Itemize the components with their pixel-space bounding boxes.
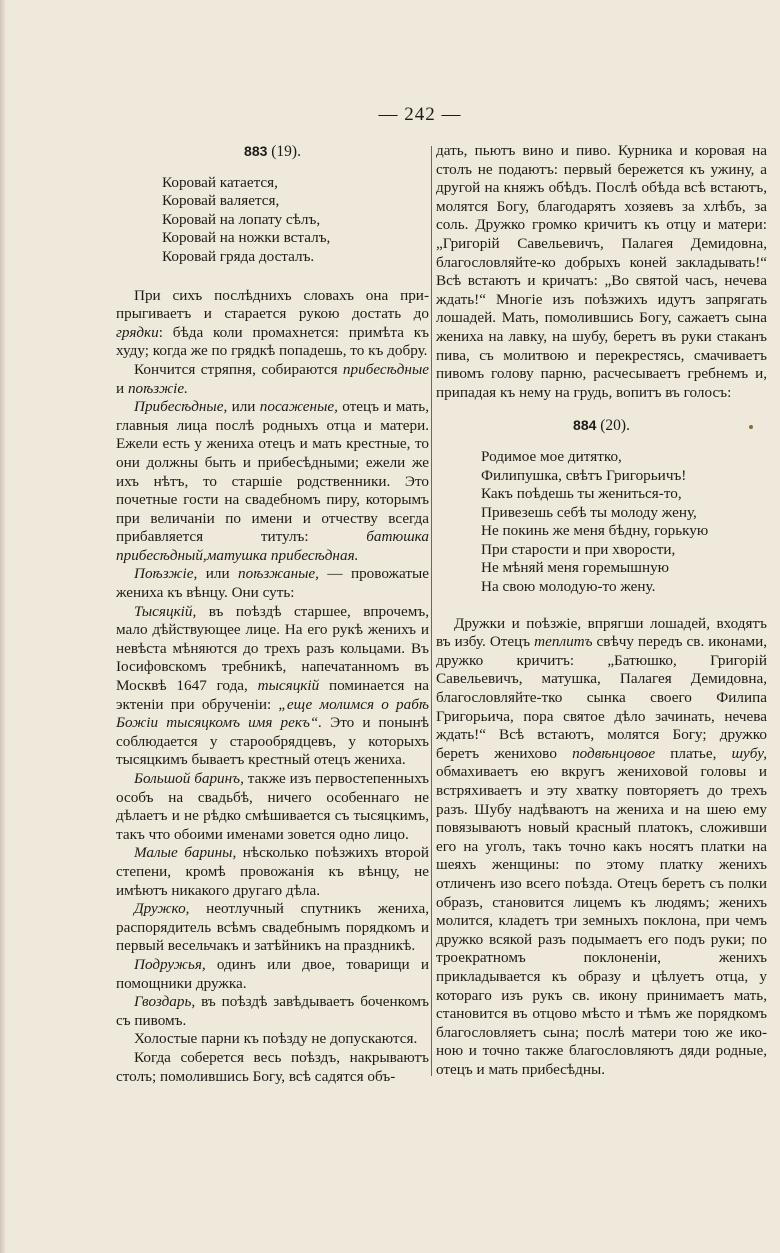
text-italic: Прибесѣдные,	[134, 398, 228, 416]
text: При сихъ послѣднихъ словахъ она припрыгиваетъ и старается рукою достать до	[116, 286, 429, 323]
verse-line: Коровай катается,	[162, 173, 278, 191]
verse-line: При старости и при хворости,	[481, 540, 676, 558]
verse-line: Коровай валяется,	[162, 192, 280, 210]
song-number-sub: (20).	[600, 417, 630, 435]
text-italic: „еще молимся о рабѣ Божіи тысяцкомъ имя рекъ“.	[116, 695, 429, 732]
song-verse-883	[116, 174, 429, 267]
text: обмахиваетъ ею вкругъ жениховой головы и встряхиваетъ и эту хватку повторяетъ до трехъ разъ. Шубу надѣваютъ на жениха и на шею ему повязываютъ новый красный платокъ, сложивши его на уголъ, такъ точно какъ носятъ платки на шеяхъ женщины: по этому платку женихъ отличенъ изо всего поѣзда. Отецъ беретъ съ полки образъ, становится лицемъ къ людямъ; женихъ молится, кладетъ три земныхъ поклона, при чемъ дружко всякой разъ подымаетъ его подъ руки; по троекратномъ поклоненіи, женихъ прикладывается къ образу и цѣлуетъ отца, у котораго изъ рукъ св. икону принимаетъ мать, становится въ отцово мѣсто и тѣмъ же порядкомъ благословляетъ сына; послѣ матери тою же иконою и точно также благословляютъ дяди родные, отецъ и мать прибесѣдны.	[436, 763, 767, 1078]
paragraph	[116, 603, 429, 770]
text-italic: грядки	[116, 323, 159, 341]
text: нѣсколько поѣзжихъ второй степени, кромѣ провожанія къ вѣнцу, не имѣютъ никакого другаго дѣла.	[116, 844, 429, 899]
paragraph	[116, 287, 429, 361]
verse-line: На свою молодую-то жену.	[481, 578, 656, 596]
text: Кончится стряпня, собираются	[134, 360, 343, 378]
song-number-883	[116, 142, 429, 162]
verse-line: Филипушка, свѣтъ Григорьичъ!	[481, 466, 687, 484]
text-italic: шубу,	[731, 744, 767, 762]
verse-line: Не покинь же меня бѣдну, горькую	[481, 522, 709, 540]
page-number: — 242 —	[378, 104, 462, 125]
text-italic: прибесѣдные	[342, 360, 429, 378]
text-italic: Гвоздарь,	[134, 993, 196, 1011]
left-column	[116, 142, 429, 1086]
text: въ поѣздѣ завѣдываетъ боченкомъ съ пивомъ.	[116, 993, 429, 1029]
text-italic: поѣзжіе.	[127, 379, 188, 397]
verse-line: Не мѣняй меня горемышную	[481, 559, 670, 577]
text: платье,	[655, 744, 732, 762]
text-italic: посаженые,	[259, 398, 338, 416]
paragraph	[116, 565, 429, 602]
text: — провожатые жениха къ вѣнцу. Они суть:	[116, 565, 429, 602]
song-number-sub: (19).	[271, 143, 301, 160]
paragraph: дать, пьютъ вино и пиво. Курника и коровая на столъ не подаютъ: первый бережется къ ужину, а другой на княжъ обѣдъ. Послѣ обѣда всѣ встаютъ, молятся Богу, благодарятъ хозяевъ за хлѣбъ, за соль. Дружко громко кричитъ къ отцу и матери: „Григорій Савельевичъ, Палагея Демидовна, благословляйте-ко добрыхъ коней закладывать!“ Всѣ встаютъ и кричатъ: „Во святой часъ, нечева ждать!“ Многіе изъ поѣзжихъ идутъ запрягать лошадей. Мать, помолившись Богу, сажаетъ сына жениха на лавку, на шубу, беретъ въ руки стаканъ пива, съ молитвою и перекрестясь, смачиваетъ пивомъ голову парню, расчесываетъ гребнемъ и, припадая къ нему на грудь, вопитъ въ голосъ:	[436, 142, 767, 401]
text: или	[197, 565, 238, 583]
text-italic: Дружко,	[134, 900, 190, 918]
text: свѣчу передъ св. иконами, дружко кричитъ: „Батюшко, Григорій Савельевичъ, матушка, Палагея Демидовна, благословляйте-тко сынка своего Филипа Григорьича, пора святое дѣло зачинать, нечева ждать!“ Всѣ встаютъ, молятся Богу; дружко беретъ жениховo	[436, 633, 767, 762]
text: также изъ первостепенныхъ особъ на свадьбѣ, ничего особеннаго не дѣлаетъ и не рѣдко смѣшивается съ тысяцкимъ, такъ что обоими именами зовется одно лицо.	[116, 770, 430, 843]
text: въ поѣздѣ старшее, впрочемъ, мало дѣйствующее лице. На его рукѣ женихъ и невѣста мѣняются до трехъ разъ кольцами. Въ Іосифовскомъ требникѣ, напечатанномъ въ Москвѣ 1647 года,	[116, 602, 429, 695]
song-number-884	[436, 416, 767, 436]
text-italic: Тысяцкій,	[134, 602, 197, 620]
paragraph: Когда соберется весь поѣздъ, накрываютъ столъ; помолившись Богу, всѣ садятся объ-	[116, 1048, 429, 1085]
song-number-label: 884	[573, 417, 597, 434]
text: Дружки и поѣзжіе, впрягши лошадей, входятъ въ избу. Отецъ	[436, 614, 767, 651]
text: или	[227, 398, 260, 416]
text-italic: поѣзжаные,	[238, 565, 319, 583]
paragraph	[116, 844, 429, 900]
verse-line: Коровай на лопату сѣлъ,	[162, 210, 321, 228]
paragraph	[436, 615, 767, 1080]
paragraph	[116, 993, 429, 1030]
song-verse-884	[436, 448, 767, 597]
text-italic: Большой баринъ,	[134, 770, 244, 787]
verse-line: Коровай на ножки всталъ,	[162, 229, 331, 247]
text: поминается на эктеніи при обрученіи:	[116, 677, 429, 713]
verse-line: Коровай гряда досталъ.	[162, 247, 315, 265]
text: отецъ и мать, главныя лица послѣ родныхъ отца и матери. Ежели есть у жениха отецъ и мать крестные, то они должны быть и прибесѣдными; ежели же ихъ нѣтъ, то старшіе родственники. Это почетные гости на свадебномъ пиру, которымъ при величаніи по имени и отчеству всегда прибавляется титулъ:	[116, 398, 429, 546]
verse-line: Привезешь себѣ ты молоду жену,	[481, 503, 697, 521]
paragraph	[116, 770, 429, 844]
verse-line: Родимое мое дитятко,	[481, 447, 622, 465]
text: и	[116, 379, 128, 397]
paragraph	[116, 361, 429, 398]
text: Это и понынѣ соблюдается у старообрядцевъ, у которыхъ тысяцкимъ бываетъ крестный отецъ жениха.	[116, 714, 429, 769]
text: одинъ или двое, товарищи и помощники дружка.	[116, 955, 429, 992]
text: неотлучный спутникъ жениха, распорядитель всѣмъ свадебнымъ порядкомъ и первый весельчакъ и затѣйникъ на праздникѣ.	[116, 900, 429, 955]
song-number-label: 883	[244, 143, 268, 159]
text-italic: Малые барины,	[134, 844, 237, 862]
column-divider	[431, 146, 432, 1076]
verse-line: Какъ поѣдешь ты жениться-то,	[481, 485, 682, 503]
text-italic: подвѣнцовое	[572, 744, 656, 762]
paragraph	[116, 956, 429, 993]
text-italic: тысяцкій	[257, 677, 320, 695]
text: : бѣда коли промахнется: примѣта къ худу; когда же по грядкѣ попадешь, то къ добру.	[116, 323, 429, 360]
text-italic: батюшка прибесѣдный,матушка прибесѣдная.	[116, 528, 429, 564]
text-italic: Подружья,	[134, 955, 206, 973]
paragraph	[116, 398, 429, 565]
text-italic: теплитъ	[534, 633, 593, 651]
paragraph: Холостые парни къ поѣзду не допускаются.	[134, 1030, 418, 1048]
right-column	[436, 142, 767, 1080]
paragraph	[116, 900, 429, 956]
text-italic: Поѣзжіе,	[134, 565, 198, 583]
